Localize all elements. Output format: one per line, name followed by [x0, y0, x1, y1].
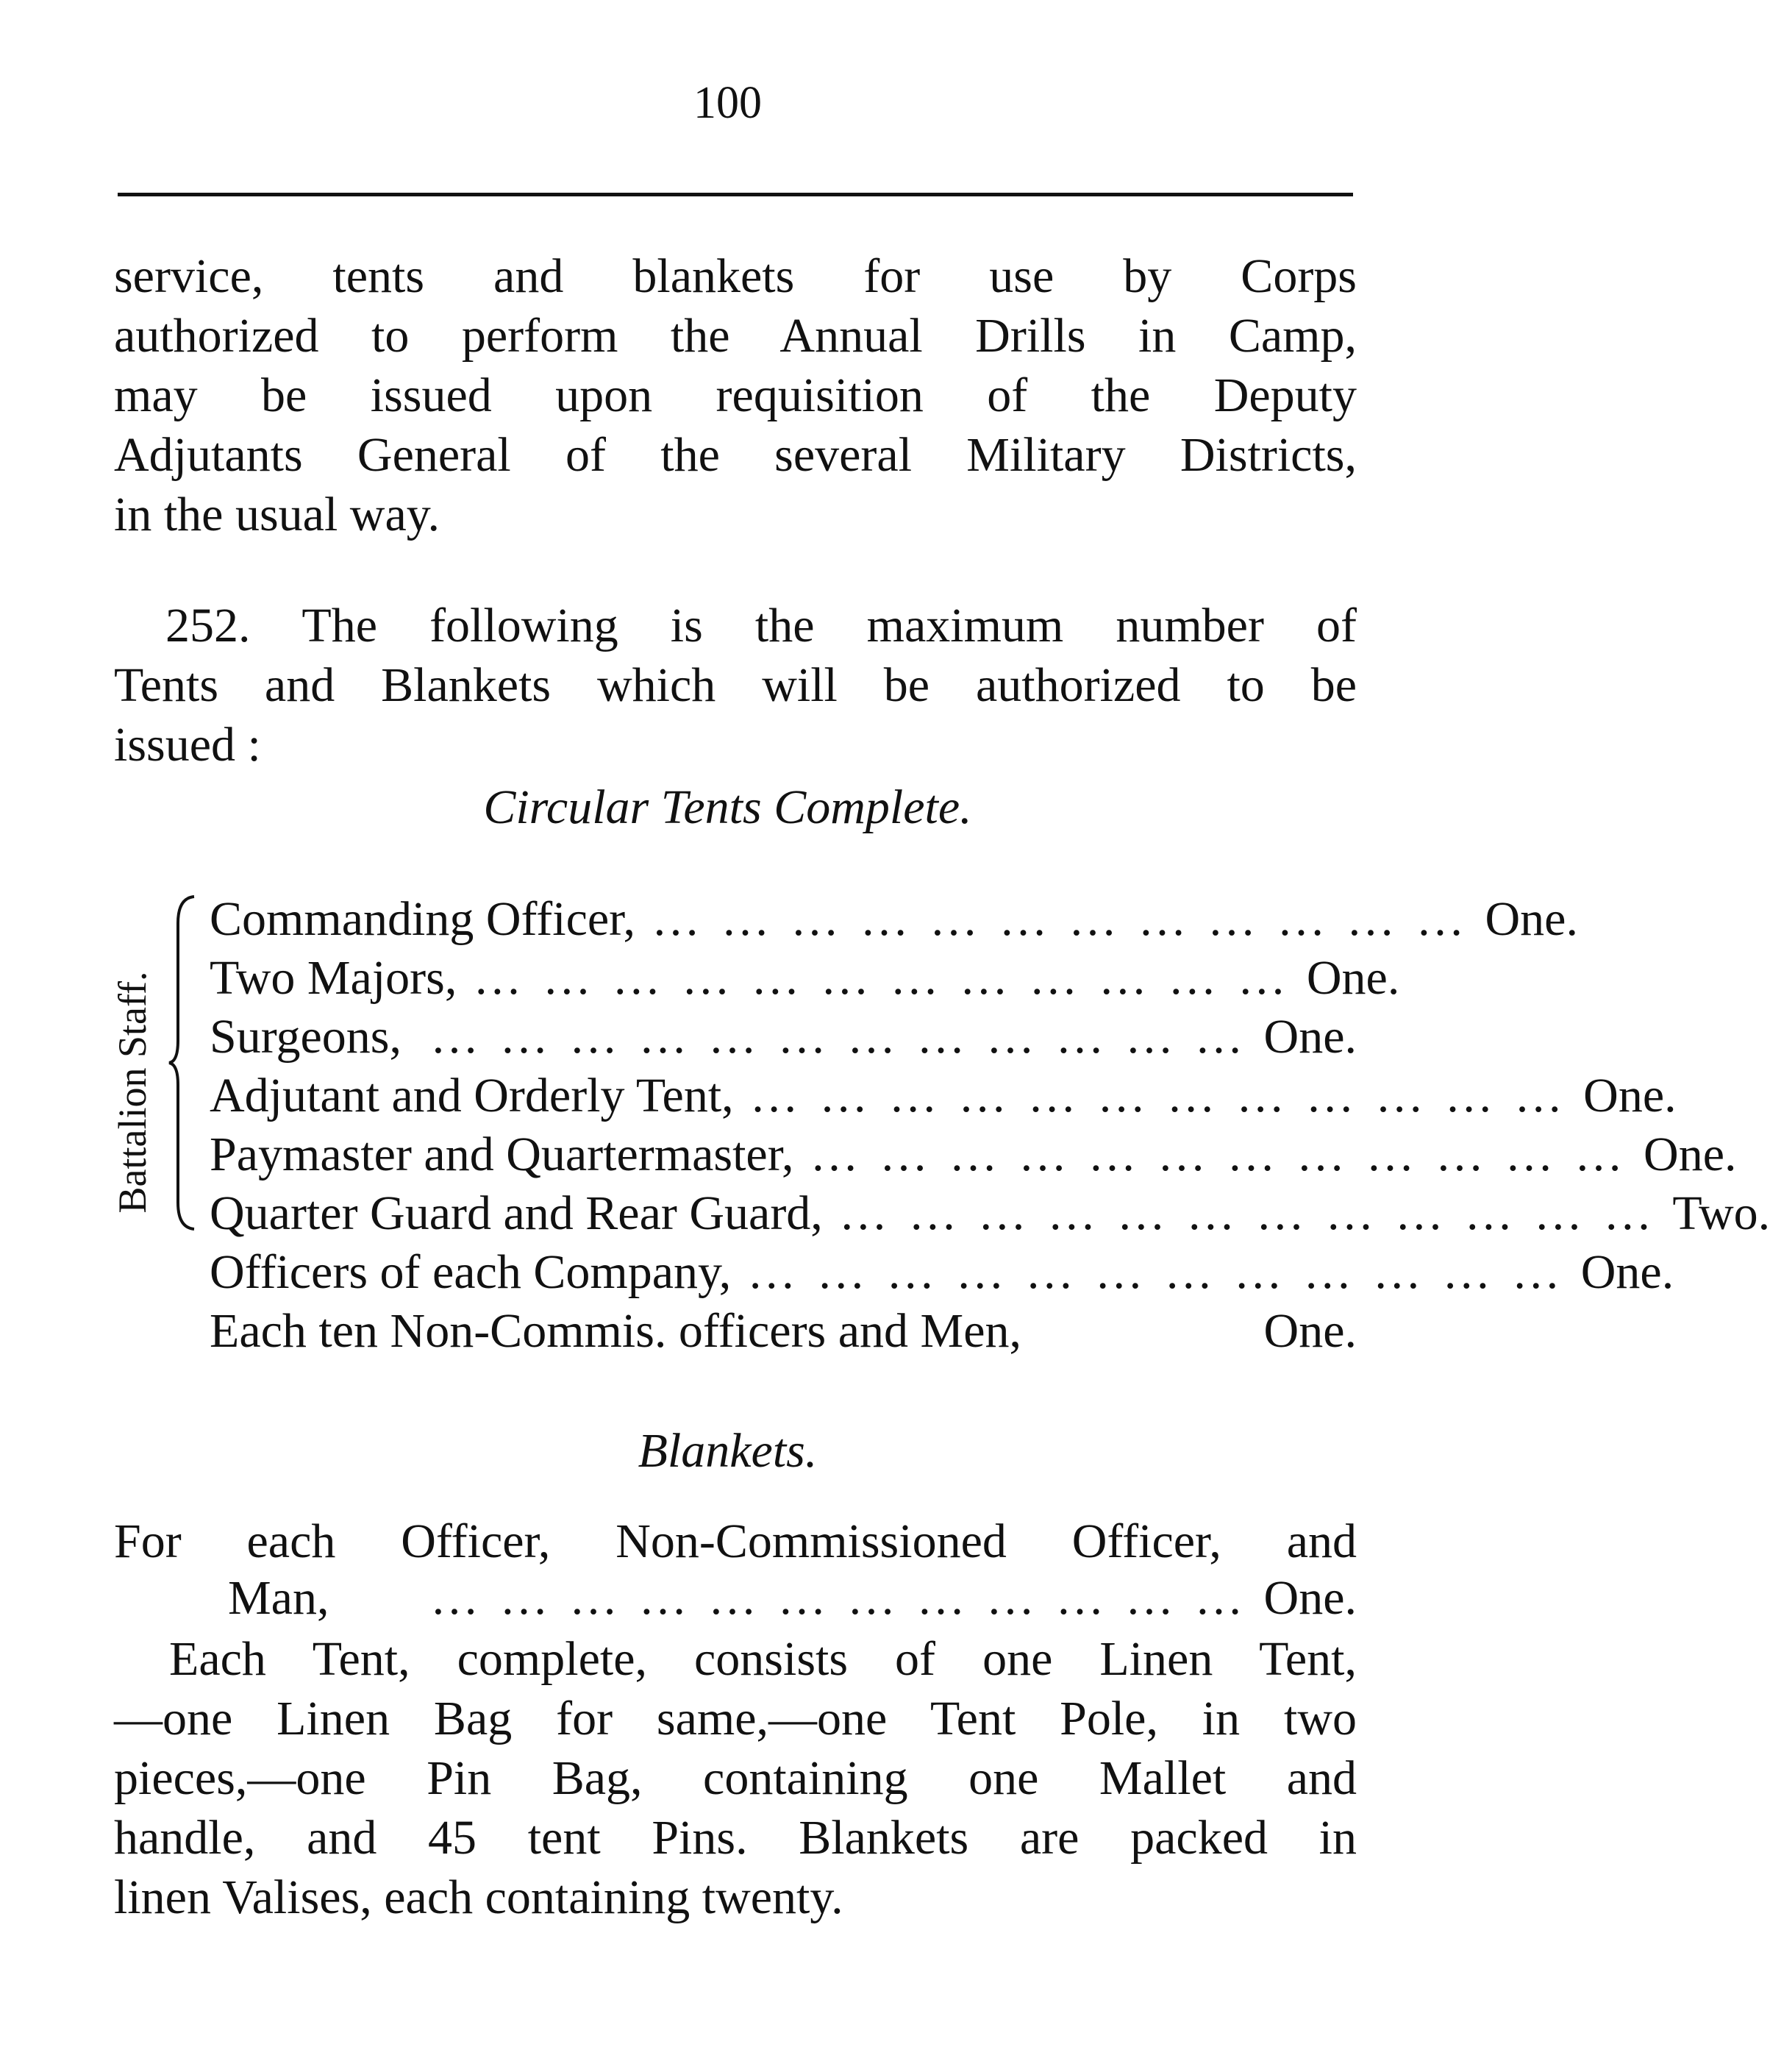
tent-row — [210, 891, 1578, 950]
tent-row-label: Quarter Guard and Rear Guard, — [210, 1186, 823, 1240]
leader-dots: … … … … … … … … … … … … — [652, 892, 1469, 946]
tent-row-value: One. — [1580, 1245, 1674, 1299]
blankets-heading: Blankets. — [638, 1424, 818, 1478]
tent-row — [210, 1245, 1674, 1303]
battalion-staff-text: Battalion Staff. — [110, 971, 154, 1214]
leader-dots: … … … … … … … … … … … … — [838, 1186, 1657, 1240]
text-line: pieces,—one Pin Bag, containing one Mallet and — [114, 1751, 1357, 1805]
text-line: authorized to perform the Annual Drills in Camp, — [114, 309, 1357, 363]
circular-tents-heading: Circular Tents Complete. — [483, 780, 972, 834]
text-line: linen Valises, each containing twenty. — [114, 1870, 843, 1924]
battalion-staff-label — [103, 923, 162, 1261]
text-line: —one Linen Bag for same,—one Tent Pole, in two — [114, 1692, 1357, 1745]
text-line: may be issued upon requisition of the Deputy — [114, 369, 1357, 422]
tent-row-value: One. — [1263, 1010, 1357, 1064]
tent-row — [210, 1303, 1357, 1362]
tent-row-label: Officers of each Company, — [210, 1245, 732, 1299]
tent-row-value: One. — [1263, 1304, 1357, 1358]
tent-row — [210, 1127, 1737, 1186]
page-number: 100 — [693, 78, 762, 128]
leader-dots: … … … … … … … … … … … … — [430, 1010, 1248, 1064]
leader-dots: … … … … … … … … … … … … — [749, 1069, 1568, 1122]
tent-row — [210, 1186, 1770, 1245]
tent-row-value: One. — [1485, 892, 1578, 946]
text-line: Tents and Blankets which will be authorized to be — [114, 658, 1357, 712]
header-rule — [118, 193, 1353, 196]
tent-row-label: Adjutant and Orderly Tent, — [210, 1069, 734, 1122]
text-line: service, tents and blankets for use by Corps — [114, 249, 1357, 303]
text-line: Each Tent, complete, consists of one Linen Tent, — [169, 1632, 1357, 1686]
text-line: in the usual way. — [114, 488, 440, 541]
man-value: One. — [1263, 1571, 1357, 1625]
blankets-man-row — [228, 1570, 1357, 1626]
tent-row — [210, 1068, 1677, 1127]
tent-row-value: One. — [1583, 1069, 1677, 1122]
brace-icon — [168, 894, 197, 1232]
section-252-paragraph — [114, 596, 1357, 775]
leader-dots: … … … … … … … … … … … … — [473, 951, 1291, 1005]
text-line: For each Officer, Non-Commissioned Officer, and — [114, 1514, 1357, 1568]
leader-dots: … … … … … … … … … … … … — [747, 1245, 1565, 1299]
tent-row-label: Each ten Non-Commis. officers and Men, — [210, 1304, 1022, 1358]
tent-row-label: Surgeons, — [210, 1010, 402, 1064]
tent-row-value: One. — [1644, 1128, 1737, 1181]
tent-description-paragraph — [114, 1629, 1357, 1927]
blankets-paragraph — [114, 1512, 1357, 1571]
leader-dots: … … … … … … … … … … … … — [430, 1571, 1248, 1625]
tent-row-label: Commanding Officer, — [210, 892, 636, 946]
tent-row-value: One. — [1306, 951, 1400, 1005]
text-line: Adjutants General of the several Military Districts, — [114, 428, 1357, 482]
text-line: 252. The following is the maximum number of — [165, 599, 1357, 652]
tent-row — [210, 1009, 1357, 1068]
tent-row — [210, 950, 1400, 1009]
man-label: Man, — [228, 1571, 329, 1625]
leader-dots: … … … … … … … … … … … … — [810, 1128, 1628, 1181]
text-line: handle, and 45 tent Pins. Blankets are packed in — [114, 1811, 1357, 1865]
text-line: issued : — [114, 718, 261, 772]
intro-paragraph — [114, 246, 1357, 544]
tent-row-label: Paymaster and Quartermaster, — [210, 1128, 794, 1181]
tent-row-value: Two. — [1672, 1186, 1770, 1240]
tent-row-label: Two Majors, — [210, 951, 457, 1005]
